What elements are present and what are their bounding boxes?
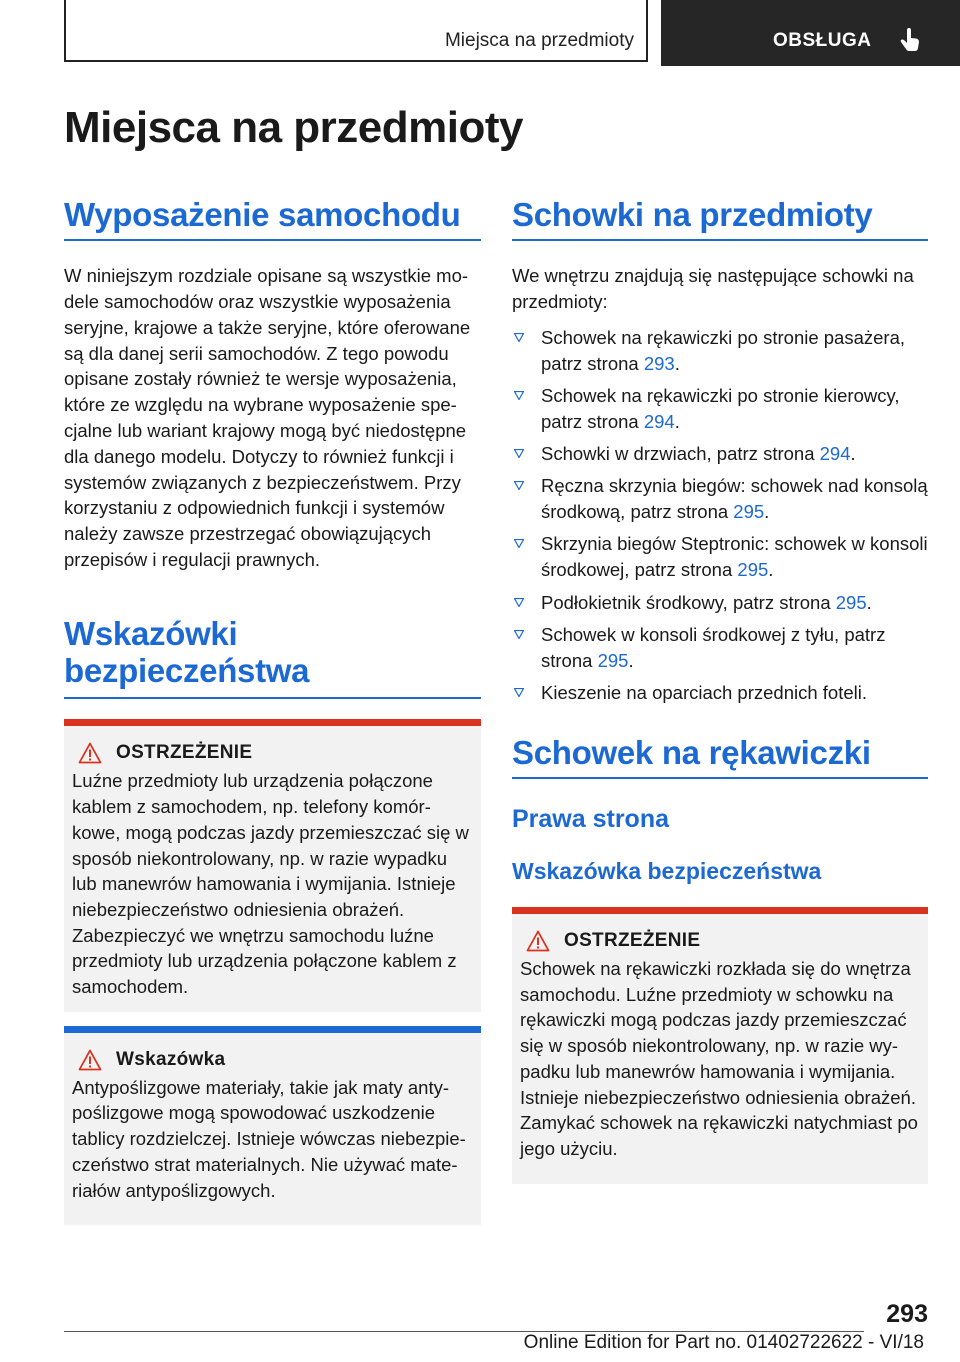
page-link[interactable]: 294 xyxy=(643,410,675,432)
note-box xyxy=(64,1026,481,1226)
note-triangle-icon xyxy=(78,1049,102,1071)
glovebox-warning-box xyxy=(512,907,928,1184)
list-item xyxy=(512,590,928,616)
list-item xyxy=(512,622,928,674)
triangle-bullet-icon xyxy=(514,449,524,458)
list-item-end: . xyxy=(764,501,770,523)
warning-bar xyxy=(64,719,481,726)
page-link[interactable]: 294 xyxy=(819,443,851,465)
list-item-text: Kieszenie na oparciach przednich foteli. xyxy=(541,681,867,703)
list-item-end: . xyxy=(866,591,872,613)
list-item-text: Podłokietnik środkowy, patrz strona xyxy=(541,591,836,613)
warning-triangle-icon xyxy=(526,930,550,952)
equipment-heading: Wyposażenie samochodu xyxy=(64,196,461,233)
list-item xyxy=(512,383,928,435)
page-link[interactable]: 295 xyxy=(733,501,765,523)
right-column xyxy=(512,196,928,1184)
note-bar xyxy=(64,1026,481,1033)
page-link[interactable]: 295 xyxy=(597,649,629,671)
glovebox-warning-text: Schowek na rękawiczki rozkłada się do wnętrza samochodu. Luźne przedmioty w schowku na rękawiczki mogą podczas jazdy przemieszczać się w sposób niekontrolowany, np. w razie wypadku lub manewrów hamowania i wymijania. Istnieje niebezpieczeństwo odniesienia obrażeń. Zamykać schowek na rękawiczki natychmiast po jego użyciu. xyxy=(520,958,918,1159)
page-number: 293 xyxy=(886,1300,928,1328)
hand-pointer-icon xyxy=(899,28,921,52)
list-item-text: Ręczna skrzynia biegów: schowek nad konsolą środkową, patrz strona xyxy=(541,475,928,523)
compartments-intro: We wnętrzu znajdują się następujące schowki na przedmioty: xyxy=(512,265,914,313)
warning-label: OSTRZEŻENIE xyxy=(116,742,253,764)
triangle-bullet-icon xyxy=(514,539,524,548)
compartments-heading: Schowki na przedmioty xyxy=(512,196,873,233)
triangle-bullet-icon xyxy=(514,598,524,607)
list-item-end: . xyxy=(628,649,634,671)
list-item xyxy=(512,680,928,706)
list-item xyxy=(512,441,928,467)
list-item xyxy=(512,531,928,583)
triangle-bullet-icon xyxy=(514,391,524,400)
list-item-text: Schowek w konsoli środkowej z tyłu, patrz strona xyxy=(541,623,886,671)
list-item-end: . xyxy=(768,559,774,581)
glovebox-heading: Schowek na rękawiczki xyxy=(512,733,871,771)
glovebox-subheading: Prawa strona xyxy=(512,805,670,834)
warning-triangle-icon xyxy=(78,742,102,764)
list-item-end: . xyxy=(674,352,680,374)
note-text: Antypoślizgowe materiały, takie jak maty antypoślizgowe mogą spowodować uszkodzenie tablicy rozdzielczej. Istnieje wówczas niebezpieczeństwo strat materialnych. Nie używać materiałów antypoślizgowych. xyxy=(72,1076,466,1201)
running-header xyxy=(64,0,648,62)
list-item-end: . xyxy=(674,410,680,432)
warning-text: Luźne przedmioty lub urządzenia połączone kablem z samochodem, np. telefony komórkowe, mogą podczas jazdy przemieszczać się w sposób niekontrolowany, np. w razie wypadku lub manewrów hamowania i wymijania. Istnieje niebezpieczeństwo odniesienia obrażeń. Zabezpieczyć we wnętrzu samochodu luźne przedmioty lub urządzenia połączone kablem z samochodem. xyxy=(72,770,469,998)
list-item xyxy=(512,473,928,525)
page-link[interactable]: 293 xyxy=(643,352,675,374)
note-label: Wskazówka xyxy=(116,1048,226,1070)
glovebox-subsubheading: Wskazówka bezpieczeństwa xyxy=(512,858,822,885)
list-item xyxy=(512,325,928,377)
list-item-text: Skrzynia biegów Steptronic: schowek w konsoli środkowej, patrz strona xyxy=(541,533,928,581)
list-item-text: Schowki w drzwiach, patrz strona xyxy=(541,443,820,465)
page-link[interactable]: 295 xyxy=(737,559,769,581)
triangle-bullet-icon xyxy=(514,630,524,639)
triangle-bullet-icon xyxy=(514,481,524,490)
warning-label: OSTRZEŻENIE xyxy=(564,930,701,952)
warning-bar xyxy=(512,907,928,914)
warning-box xyxy=(64,719,481,1011)
running-header-title: Miejsca na przedmioty xyxy=(444,30,634,51)
triangle-bullet-icon xyxy=(514,688,524,697)
chapter-tab xyxy=(661,0,960,66)
page-link[interactable]: 295 xyxy=(835,591,867,613)
list-item-text: Schowek na rękawiczki po stronie kierowcy, patrz strona xyxy=(541,384,900,432)
chapter-label: OBSŁUGA xyxy=(773,30,872,51)
footer-edition: Online Edition for Part no. 01402722622 - VI/18 xyxy=(523,1332,924,1353)
list-item-end: . xyxy=(850,443,856,465)
triangle-bullet-icon xyxy=(514,333,524,342)
left-column xyxy=(64,196,481,1225)
equipment-text: W niniejszym rozdziale opisane są wszystkie modele samochodów oraz wszystkie wyposażenia seryjne, krajowe a także seryjne, które oferowane są dla danej serii samochodów. Z tego powodu opisane zostały również te wersje wyposażenia, które ze względu na wybrane wyposażenie specjalne lub wariant krajowy mogą być niedostępne dla danego modelu. Dotyczy to również funkcji i systemów związanych z bezpieczeństwem. Przy korzystaniu z odpowiednich funkcji i systemów należy zawsze przestrzegać obowiązujących przepisów i regulacji prawnych. xyxy=(64,265,471,571)
compartments-list xyxy=(512,325,928,706)
page-title: Miejsca na przedmioty xyxy=(64,103,523,152)
safety-heading: Wskazówki bezpieczeństwa xyxy=(64,614,310,690)
list-item-text: Schowek na rękawiczki po stronie pasażera, patrz strona xyxy=(541,326,906,374)
